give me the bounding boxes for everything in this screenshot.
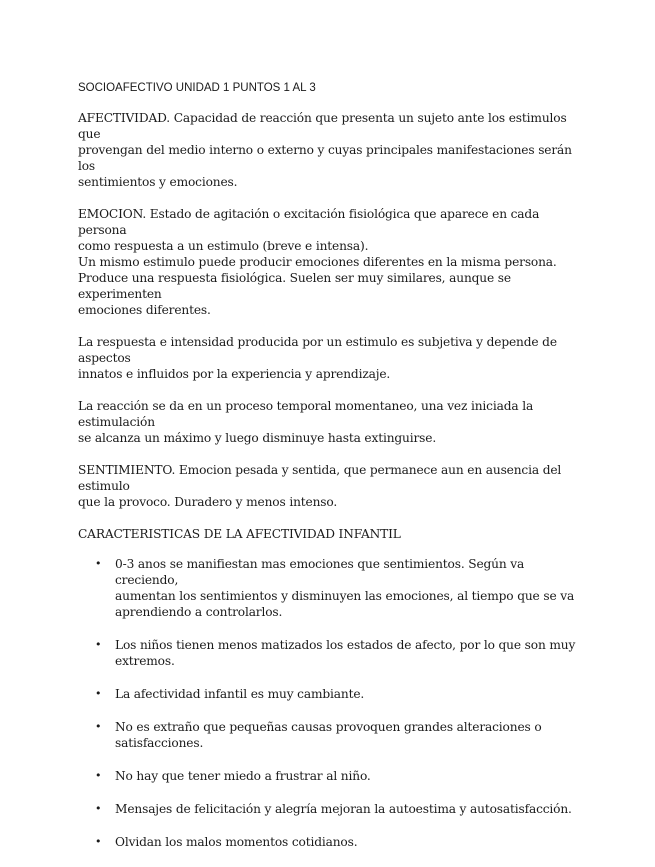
list-item (78, 801, 586, 817)
bullet-icon: • (95, 687, 102, 700)
list-item (78, 556, 586, 620)
bullet-icon: • (95, 557, 102, 570)
list-item (78, 719, 586, 751)
paragraph-reaccion (78, 398, 586, 446)
bullet-icon: • (95, 835, 102, 848)
text-line: se alcanza un máximo y luego disminuye hasta extinguirse. (78, 431, 437, 445)
section-heading: CARACTERISTICAS DE LA AFECTIVIDAD INFANTIL (78, 527, 401, 541)
text-line: La respuesta e intensidad producida por un estimulo es subjetiva y depende de aspectos (78, 335, 557, 365)
text-line: como respuesta a un estimulo (breve e intensa). (78, 239, 369, 253)
text-line: aumentan los sentimientos y disminuyen las emociones, al tiempo que se va (115, 589, 575, 603)
text-line: Mensajes de felicitación y alegría mejoran la autoestima y autosatisfacción. (115, 802, 572, 816)
text-line: 0-3 anos se manifiestan mas emociones que sentimientos. Según va creciendo, (115, 557, 525, 587)
text-line: sentimientos y emociones. (78, 175, 238, 189)
bullet-icon: • (95, 638, 102, 651)
text-line: No hay que tener miedo a frustrar al niño. (115, 769, 371, 783)
text-line: EMOCION. Estado de agitación o excitación fisiológica que aparece en cada persona (78, 207, 540, 237)
text-line: aprendiendo a controlarlos. (115, 605, 283, 619)
text-line: AFECTIVIDAD. Capacidad de reacción que presenta un sujeto ante los estimulos que (78, 111, 567, 141)
list-item (78, 686, 586, 702)
document-title: SOCIOAFECTIVO UNIDAD 1 PUNTOS 1 AL 3 (78, 82, 316, 94)
list-item (78, 637, 586, 669)
paragraph-sentimiento (78, 462, 586, 510)
bullet-icon: • (95, 769, 102, 782)
bullet-icon: • (95, 720, 102, 733)
text-line: No es extraño que pequeñas causas provoquen grandes alteraciones o (115, 720, 542, 734)
bullet-icon: • (95, 802, 102, 815)
document-body (78, 80, 586, 867)
paragraph-afectividad (78, 110, 586, 190)
paragraph-respuesta (78, 334, 586, 382)
text-line: Olvidan los malos momentos cotidianos. (115, 835, 358, 849)
text-line: satisfacciones. (115, 736, 204, 750)
list-item (78, 768, 586, 784)
text-line: emociones diferentes. (78, 303, 211, 317)
characteristics-list (78, 556, 586, 850)
text-line: Un mismo estimulo puede producir emociones diferentes en la misma persona. (78, 255, 557, 269)
text-line: innatos e influidos por la experiencia y aprendizaje. (78, 367, 391, 381)
text-line: SENTIMIENTO. Emocion pesada y sentida, que permanece aun en ausencia del estimulo (78, 463, 562, 493)
text-line: Los niños tienen menos matizados los estados de afecto, por lo que son muy (115, 638, 576, 652)
text-line: Produce una respuesta fisiológica. Suelen ser muy similares, aunque se experimenten (78, 271, 511, 301)
text-line: que la provoco. Duradero y menos intenso. (78, 495, 338, 509)
text-line: extremos. (115, 654, 175, 668)
text-line: provengan del medio interno o externo y cuyas principales manifestaciones serán los (78, 143, 572, 173)
text-line: La reacción se da en un proceso temporal momentaneo, una vez iniciada la estimulación (78, 399, 534, 429)
text-line: La afectividad infantil es muy cambiante. (115, 687, 365, 701)
paragraph-emocion (78, 206, 586, 318)
